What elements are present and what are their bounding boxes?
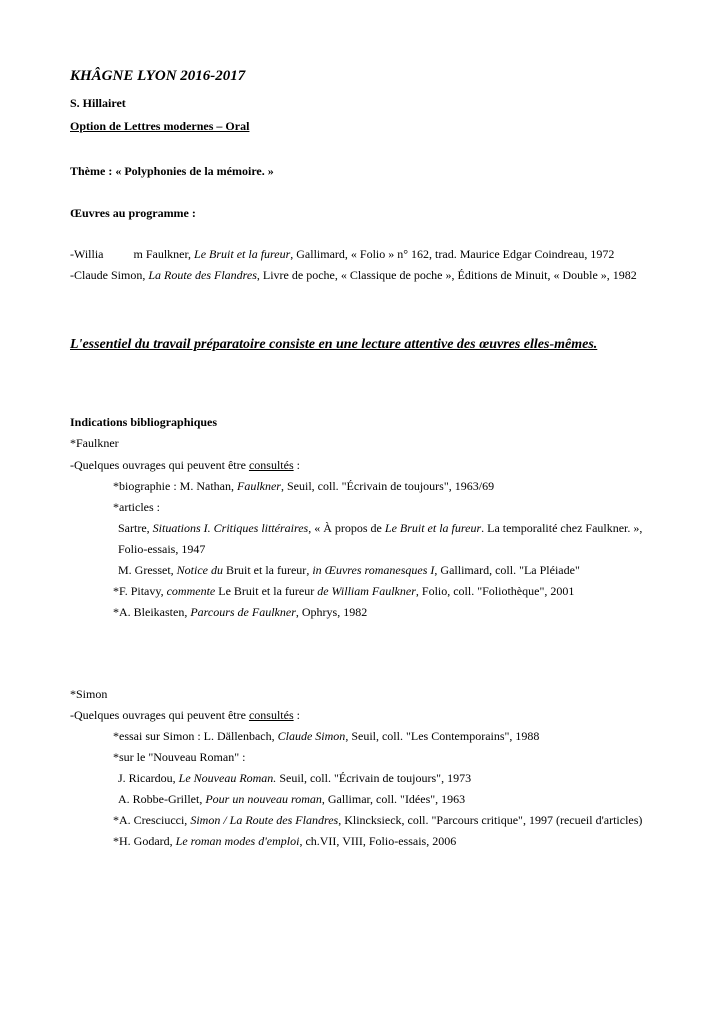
sartre-article: . La temporalité chez Faulkner. », <box>481 521 643 535</box>
pitavy-author: *F. Pitavy, <box>113 584 167 598</box>
simon-nouveau-roman: *sur le "Nouveau Roman" : <box>113 750 246 764</box>
oeuvres-heading: Œuvres au programme : <box>70 206 196 220</box>
oeuvre-work: La Route des Flandres <box>148 268 257 282</box>
bio-details: , Seuil, coll. "Écrivain de toujours", 1963/69 <box>280 479 495 493</box>
godard-author: *H. Godard, <box>113 834 176 848</box>
sartre-book: Situations I. Critiques littéraires <box>152 521 309 535</box>
cres-author: *A. Cresciucci, <box>113 813 191 827</box>
pitavy-commente: commente <box>166 584 219 598</box>
gresset-book: Œuvres romanesques I <box>324 563 435 577</box>
faulkner-pitavy <box>113 583 574 599</box>
bio-text: *biographie : M. Nathan, <box>113 479 237 493</box>
pitavy-author-work: de William Faulkner <box>317 584 416 598</box>
gresset-author: M. Gresset <box>118 563 171 577</box>
oeuvre-details: , Gallimard, « Folio » n° 162, trad. Maurice Edgar Coindreau, 1972 <box>290 247 615 261</box>
bleik-book: Parcours de Faulkner <box>190 605 296 619</box>
option-label: Option de Lettres modernes – Oral <box>70 119 250 133</box>
ricardou-author: J. Ricardou, <box>118 771 179 785</box>
simon-godard <box>113 833 456 849</box>
intro-colon: : <box>293 458 300 472</box>
gresset-notice: , Notice du <box>170 563 226 577</box>
faulkner-sartre-cont: Folio-essais, 1947 <box>118 542 206 556</box>
page-title: KHÂGNE LYON 2016-2017 <box>70 68 246 84</box>
intro-text: -Quelques ouvrages qui peuvent être <box>70 708 249 722</box>
oeuvre-prefix: -Claude Simon, <box>70 268 149 282</box>
oeuvre-prefix: -Willia <box>70 247 104 261</box>
robbe-book: Pour un nouveau roman <box>205 792 322 806</box>
essential-statement: L'essentiel du travail préparatoire consiste en une lecture attentive des œuvres elles-mêmes. <box>70 337 598 352</box>
simon-ricardou <box>118 770 471 786</box>
sartre-work: Le Bruit et la fureur <box>384 521 482 535</box>
biblio-heading: Indications bibliographiques <box>70 415 218 429</box>
intro-underlined: consultés <box>248 458 294 472</box>
faulkner-gresset <box>118 562 580 578</box>
oeuvre-faulkner <box>70 246 614 262</box>
cres-book: Simon / La Route des Flandres <box>190 813 339 827</box>
sartre-text: , « À propos de <box>308 521 385 535</box>
gresset-work: Bruit et la fureur <box>226 563 307 577</box>
oeuvre-rest: m Faulkner, <box>133 247 195 261</box>
gresset-details: , Gallimard, coll. "La Pléiade" <box>434 563 580 577</box>
godard-details: , ch.VII, VIII, Folio-essais, 2006 <box>299 834 457 848</box>
ricardou-book: Le Nouveau Roman. <box>178 771 277 785</box>
faulkner-heading: *Faulkner <box>70 436 119 450</box>
simon-robbe-grillet <box>118 791 465 807</box>
oeuvre-simon <box>70 267 637 283</box>
cres-details: , Klincksieck, coll. "Parcours critique", 1997 (recueil d'articles) <box>338 813 643 827</box>
ricardou-details: Seuil, coll. "Écrivain de toujours", 1973 <box>276 771 472 785</box>
robbe-author: A. Robbe-Grillet, <box>118 792 206 806</box>
gresset-in: , in <box>306 563 325 577</box>
intro-underlined: consultés <box>248 708 294 722</box>
essai-title: Claude Simon <box>277 729 346 743</box>
faulkner-intro <box>70 457 300 473</box>
godard-book: Le roman modes d'emploi <box>175 834 300 848</box>
oeuvre-work: Le Bruit et la fureur <box>194 247 291 261</box>
essai-text: *essai sur Simon : L. Dällenbach, <box>113 729 278 743</box>
bio-title: Faulkner <box>236 479 281 493</box>
essai-details: , Seuil, coll. "Les Contemporains", 1988 <box>345 729 540 743</box>
pitavy-details: , Folio, coll. "Foliothèque", 2001 <box>415 584 575 598</box>
teacher-name: S. Hillairet <box>70 96 126 110</box>
theme-line: Thème : « Polyphonies de la mémoire. » <box>70 164 274 178</box>
faulkner-bleikasten <box>113 604 367 620</box>
bleik-details: , Ophrys, 1982 <box>295 605 368 619</box>
simon-essai <box>113 728 539 744</box>
oeuvre-details: , Livre de poche, « Classique de poche », Éditions de Minuit, « Double », 1982 <box>256 268 637 282</box>
intro-colon: : <box>293 708 300 722</box>
faulkner-sartre <box>118 520 642 536</box>
bleik-author: *A. Bleikasten, <box>113 605 191 619</box>
simon-cresciucci <box>113 812 642 828</box>
pitavy-work: Le Bruit et la fureur <box>218 584 318 598</box>
sartre-author: Sartre, <box>118 521 153 535</box>
intro-text: -Quelques ouvrages qui peuvent être <box>70 458 249 472</box>
simon-heading: *Simon <box>70 687 108 701</box>
robbe-details: , Gallimar, coll. "Idées", 1963 <box>321 792 466 806</box>
faulkner-articles: *articles : <box>113 500 160 514</box>
simon-intro <box>70 707 300 723</box>
faulkner-biography <box>113 478 494 494</box>
